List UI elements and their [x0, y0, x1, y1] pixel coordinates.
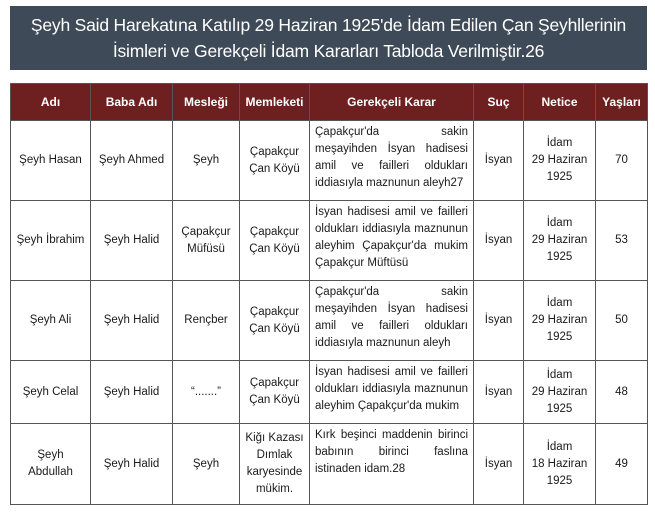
header-gerekceli-karar: Gerekçeli Karar: [310, 84, 474, 121]
cell-baba-adi: Şeyh Halid: [91, 281, 173, 361]
cell-karar: İsyan hadisesi amil ve failleri oldukları iddiasıyla maznunun aleyhim Çapakçur'da mukim: [310, 361, 474, 424]
cell-netice: İdam 29 Haziran 1925: [524, 201, 596, 281]
cell-karar: İsyan hadisesi amil ve failleri oldukları iddiasıyla maznunun aleyhim Çapakçur'da mukim Çapakçur Müftüsü: [310, 201, 474, 281]
cell-meslegi: Şeyh: [173, 121, 240, 201]
cell-netice: İdam 18 Haziran 1925: [524, 424, 596, 505]
cell-yas: 70: [596, 121, 648, 201]
cell-suc: İsyan: [474, 424, 524, 505]
header-suc: Suç: [474, 84, 524, 121]
title-line-1: Şeyh Said Harekatına Katılıp 29 Haziran 1925'de İdam Edilen Çan Şeyhllerinin: [30, 15, 627, 35]
cell-memleketi: Çapakçur Çan Köyü: [240, 361, 310, 424]
header-memleketi: Memleketi: [240, 84, 310, 121]
cell-memleketi: Çapakçur Çan Köyü: [240, 121, 310, 201]
header-meslegi: Mesleği: [173, 84, 240, 121]
cell-suc: İsyan: [474, 281, 524, 361]
cell-baba-adi: Şeyh Halid: [91, 424, 173, 505]
cell-meslegi: Şeyh: [173, 424, 240, 505]
execution-table: [10, 83, 648, 505]
cell-suc: İsyan: [474, 361, 524, 424]
cell-yas: 53: [596, 201, 648, 281]
cell-adi: Şeyh İbrahim: [11, 201, 91, 281]
cell-baba-adi: Şeyh Halid: [91, 201, 173, 281]
cell-yas: 50: [596, 281, 648, 361]
table-row: [11, 424, 648, 505]
cell-meslegi: “.......”: [173, 361, 240, 424]
cell-netice: İdam 29 Haziran 1925: [524, 361, 596, 424]
header-yaslari: Yaşları: [596, 84, 648, 121]
cell-netice: İdam 29 Haziran 1925: [524, 121, 596, 201]
cell-netice: İdam 29 Haziran 1925: [524, 281, 596, 361]
cell-yas: 49: [596, 424, 648, 505]
cell-baba-adi: Şeyh Halid: [91, 361, 173, 424]
cell-memleketi: Kiğı Kazası Dımlak karyesinde mükim.: [240, 424, 310, 505]
cell-memleketi: Çapakçur Çan Köyü: [240, 281, 310, 361]
cell-meslegi: Rençber: [173, 281, 240, 361]
header-baba-adi: Baba Adı: [91, 84, 173, 121]
table-row: [11, 201, 648, 281]
cell-meslegi: Çapakçur Müfüsü: [173, 201, 240, 281]
cell-karar: Kırk beşinci maddenin birinci babının birinci faslına istinaden idam.28: [310, 424, 474, 505]
cell-karar: Çapakçur'da sakin meşayihden İsyan hadisesi amil ve failleri oldukları iddiasıyla maznunun aleyh27: [310, 121, 474, 201]
cell-adi: Şeyh Hasan: [11, 121, 91, 201]
cell-karar: Çapakçur'da sakin meşayihden İsyan hadisesi amil ve failleri oldukları iddiasıyla maznunun aleyh: [310, 281, 474, 361]
table-row: [11, 361, 648, 424]
cell-adi: Şeyh Celal: [11, 361, 91, 424]
cell-suc: İsyan: [474, 121, 524, 201]
cell-suc: İsyan: [474, 201, 524, 281]
table-title: [10, 6, 647, 70]
cell-baba-adi: Şeyh Ahmed: [91, 121, 173, 201]
table-row: [11, 121, 648, 201]
header-adi: Adı: [11, 84, 91, 121]
header-row: [11, 84, 648, 121]
title-line-2: İsimleri ve Gerekçeli İdam Kararları Tabloda Verilmiştir.26: [112, 41, 545, 61]
cell-adi: Şeyh Ali: [11, 281, 91, 361]
cell-adi: Şeyh Abdullah: [11, 424, 91, 505]
cell-yas: 48: [596, 361, 648, 424]
header-netice: Netice: [524, 84, 596, 121]
table-row: [11, 281, 648, 361]
cell-memleketi: Çapakçur Çan Köyü: [240, 201, 310, 281]
